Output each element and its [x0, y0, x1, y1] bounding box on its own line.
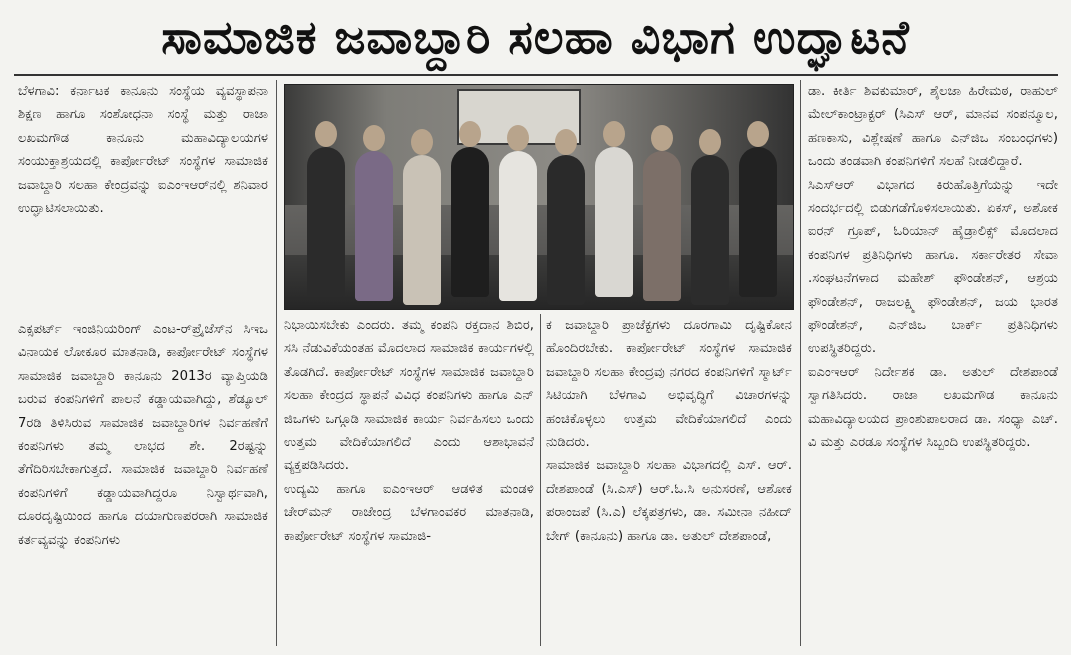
- group-photo: [284, 84, 794, 310]
- photo-person-head: [555, 129, 577, 155]
- article-column-4: ಡಾ. ಕೀರ್ತಿ ಶಿವಕುಮಾರ್, ಶೈಲಜಾ ಹಿರೇಮಠ, ರಾಹುಲ್ ಮೇಲ್‌ಕಾಂಟ್ರಾಕ್ಟರ್ (ಸಿಎಸ್ ಆರ್, ಮಾನವ ಸಂಪನ್ಮೂಲ, ಹಣಕಾಸು, ವಿಶ್ಲೇಷಣೆ ಹಾಗೂ ಎನ್‌ಜಿಒ ಸಂಬಂಧಗಳು) ಒಂದು ತಂಡವಾಗಿ ಕಂಪನಿಗಳಿಗೆ ಸಲಹೆ ನೀಡಲಿದ್ದಾರೆ. ಸಿಎಸ್‌ಆರ್ ವಿಭಾಗದ ಕಿರುಹೊತ್ತಿಗೆಯನ್ನು ಇದೇ ಸಂದರ್ಭದಲ್ಲಿ ಬಿಡುಗಡೆಗೊಳಿಸಲಾಯಿತು. ಏಕಸ್, ಅಶೋಕ ಐರನ್ ಗ್ರೂಪ್, ಓರಿಯಾನ್ ಹೈಡ್ರಾಲಿಕ್ಸ್ ಮೊದಲಾದ ಕಂಪನಿಗಳ ಪ್ರತಿನಿಧಿಗಳು ಹಾಗೂ. ಸರ್ಕಾರೇತರ ಸೇವಾ .ಸಂಘಟನೆಗಳಾದ ಮಹೇಶ್ ಫೌಂಡೇಶನ್, ಆಶ್ರಯ ಫೌಂಡೇಶನ್, ರಾಜಲಕ್ಷ್ಮಿ ಫೌಂಡೇಶನ್, ಜಯ ಭಾರತ ಫೌಂಡೇಶನ್, ಎನ್‌ಜಿಒ ಬಾರ್ಕ್ ಪ್ರತಿನಿಧಿಗಳು ಉಪಸ್ಥಿತರಿದ್ದರು. ಐಎಂಇಆರ್ ನಿರ್ದೇಶಕ ಡಾ. ಅತುಲ್ ದೇಶಪಾಂಡೆ ಸ್ವಾಗತಿಸಿದರು. ರಾಜಾ ಲಖಮಗೌಡ ಕಾನೂನು ಮಹಾವಿದ್ಯಾಲಯದ ಪ್ರಾಂಶುಪಾಲರಾದ ಡಾ. ಸಂಧ್ಯಾ ಎಚ್. ವಿ ಮತ್ತು ಎರಡೂ ಸಂಸ್ಥೆಗಳ ಸಿಬ್ಬಂದಿ ಉಪಸ್ಥಿತರಿದ್ದರು.: [808, 84, 1058, 451]
- photo-person: [643, 151, 681, 301]
- article-column-3: ಕ ಜವಾಬ್ದಾರಿ ಪ್ರಾಜೆಕ್ಟಗಳು ದೂರಗಾಮಿ ದೃಷ್ಟಿಕೋನ ಹೊಂದಿರಬೇಕು. ಕಾರ್ಪೋರೇಟ್ ಸಂಸ್ಥೆಗಳ ಸಾಮಾಜಿಕ ಜವಾಬ್ದಾರಿ ಸಲಹಾ ಕೇಂದ್ರವು ನಗರದ ಕಂಪನಿಗಳಿಗೆ ಸ್ಮಾರ್ಟ್ ಸಿಟಿಯಾಗಿ ಬೆಳಗಾವಿ ಅಭಿವೃದ್ಧಿಗೆ ವಿಚಾರಗಳನ್ನು ಹಂಚಿಕೊಳ್ಳಲು ಉತ್ತಮ ವೇದಿಕೆಯಾಗಲಿದೆ ಎಂದು ನುಡಿದರು. ಸಾಮಾಜಿಕ ಜವಾಬ್ದಾರಿ ಸಲಹಾ ವಿಭಾಗದಲ್ಲಿ ಎಸ್. ಆರ್. ದೇಶಪಾಂಡೆ (ಸಿ.ಎಸ್) ಆರ್.ಓ.ಸಿ ಅನುಸರಣೆ, ಆಶೋಕ ಪರಾಂಜಪೆ (ಸಿ.ಎ) ಲೆಕ್ಕಪತ್ರಗಳು, ಡಾ. ಸಮೀನಾ ನಹೀದ್ ಬೇಗ್ (ಕಾನೂನು) ಹಾಗೂ ಡಾ. ಅತುಲ್ ದೇಶಪಾಂಡೆ,: [546, 318, 792, 544]
- photo-person: [547, 155, 585, 305]
- photo-person: [451, 147, 489, 297]
- photo-person-head: [603, 121, 625, 147]
- photo-person: [403, 155, 441, 305]
- article-column-2: ನಿಭಾಯಿಸಬೇಕು ಎಂದರು. ತಮ್ಮ ಕಂಪನಿ ರಕ್ತದಾನ ಶಿಬಿರ, ಸಸಿ ನೆಡುವಿಕೆಯಂತಹ ಮೊದಲಾದ ಸಾಮಾಜಿಕ ಕಾರ್ಯಗಳಲ್ಲಿ ತೊಡಗಿದೆ. ಕಾರ್ಪೋರೇಟ್ ಸಂಸ್ಥೆಗಳ ಸಾಮಾಜಿಕ ಜವಾಬ್ದಾರಿ ಸಲಹಾ ಕೇಂದ್ರದ ಸ್ಥಾಪನೆ ವಿವಿಧ ಕಂಪನಿಗಳು ಹಾಗೂ ಎನ್ ಜಿಒಗಳು ಒಗ್ಗೂಡಿ ಸಾಮಾಜಿಕ ಕಾರ್ಯ ನಿರ್ವಹಿಸಲು ಒಂದು ಉತ್ತಮ ವೇದಿಕೆಯಾಗಲಿದೆ ಎಂದು ಆಶಾಭಾವನೆ ವ್ಯಕ್ತಪಡಿಸಿದರು. ಉದ್ಯಮಿ ಹಾಗೂ ಐಎಂಇಆರ್ ಆಡಳಿತ ಮಂಡಳಿ ಚೇರ್‌ಮನ್ ರಾಜೇಂದ್ರ ಬೆಳಗಾಂವಕರ ಮಾತನಾಡಿ, ಕಾರ್ಪೋರೇಟ್ ಸಂಸ್ಥೆಗಳ ಸಾಮಾಜಿ-: [284, 318, 534, 544]
- photo-person: [739, 147, 777, 297]
- headline: ಸಾಮಾಜಿಕ ಜವಾಬ್ದಾರಿ ಸಲಹಾ ವಿಭಾಗ ಉದ್ಘಾಟನೆ: [161, 10, 910, 64]
- column-divider: [540, 314, 541, 646]
- photo-person-head: [651, 125, 673, 151]
- photo-person-head: [459, 121, 481, 147]
- photo-person-head: [411, 129, 433, 155]
- photo-person-head: [747, 121, 769, 147]
- photo-person-head: [315, 121, 337, 147]
- photo-person: [691, 155, 729, 305]
- photo-person: [355, 151, 393, 301]
- column-divider: [276, 80, 277, 646]
- article-column-1-bottom: ಎಕ್ಸಪರ್ಟ್ ಇಂಜಿನಿಯರಿಂಗ್ ಎಂಟ-ರ್‌ಪ್ರೈಜೆಸ್‌ನ ಸಿಇಒ ವಿನಾಯಕ ಲೋಕೂರ ಮಾತನಾಡಿ, ಕಾರ್ಪೋರೇಟ್ ಸಂಸ್ಥೆಗಳ ಸಾಮಾಜಿಕ ಜವಾಬ್ದಾರಿ ಕಾನೂನು 2013ರ ವ್ಯಾಪ್ತಿಯಡಿ ಬರುವ ಕಂಪನಿಗಳಿಗೆ ಪಾಲನೆ ಕಡ್ಡಾಯವಾಗಿದ್ದು, ಶೆಡ್ಯೂಲ್ 7ರಡಿ ತಿಳಿಸಿರುವ ಸಾಮಾಜಿಕ ಜವಾಬ್ದಾರಿಗಳ ನಿರ್ವಹಣೆಗೆ ಕಂಪನಿಗಳು ತಮ್ಮ ಲಾಭದ ಶೇ. 2ರಷ್ಟನ್ನು ತೆಗೆದಿರಿಸಬೇಕಾಗುತ್ತದೆ. ಸಾಮಾಜಿಕ ಜವಾಬ್ದಾರಿ ನಿರ್ವಹಣೆ ಕಂಪನಿಗಳಿಗೆ ಕಡ್ಡಾಯವಾಗಿದ್ದರೂ ನಿಸ್ವಾರ್ಥವಾಗಿ, ದೂರದೃಷ್ಟಿಯಿಂದ ಹಾಗೂ ದಯಾಗುಣಪರರಾಗಿ ಸಾಮಾಜಿಕ ಕರ್ತವ್ಯವನ್ನು ಕಂಪನಿಗಳು: [18, 322, 268, 548]
- photo-person-head: [507, 125, 529, 151]
- column-divider: [800, 80, 801, 646]
- headline-rule: [14, 74, 1058, 76]
- article-column-1-top: ಬೆಳಗಾವಿ: ಕರ್ನಾಟಕ ಕಾನೂನು ಸಂಸ್ಥೆಯ ವ್ಯವಸ್ಥಾಪನಾ ಶಿಕ್ಷಣ ಹಾಗೂ ಸಂಶೋಧನಾ ಸಂಸ್ಥೆ ಮತ್ತು ರಾಜಾ ಲಖಮಗೌಡ ಕಾನೂನು ಮಹಾವಿದ್ಯಾಲಯಗಳ ಸಂಯುಕ್ತಾಶ್ರಯದಲ್ಲಿ ಕಾರ್ಪೋರೇಟ್ ಸಂಸ್ಥೆಗಳ ಸಾಮಾಜಿಕ ಜವಾಬ್ದಾರಿ ಸಲಹಾ ಕೇಂದ್ರವನ್ನು ಐಎಂಇಆರ್‌ನಲ್ಲಿ ಶನಿವಾರ ಉದ್ಘಾಟಿಸಲಾಯಿತು.: [18, 84, 268, 217]
- photo-person: [595, 147, 633, 297]
- photo-person-head: [699, 129, 721, 155]
- photo-person: [307, 147, 345, 297]
- photo-person: [499, 151, 537, 301]
- photo-person-head: [363, 125, 385, 151]
